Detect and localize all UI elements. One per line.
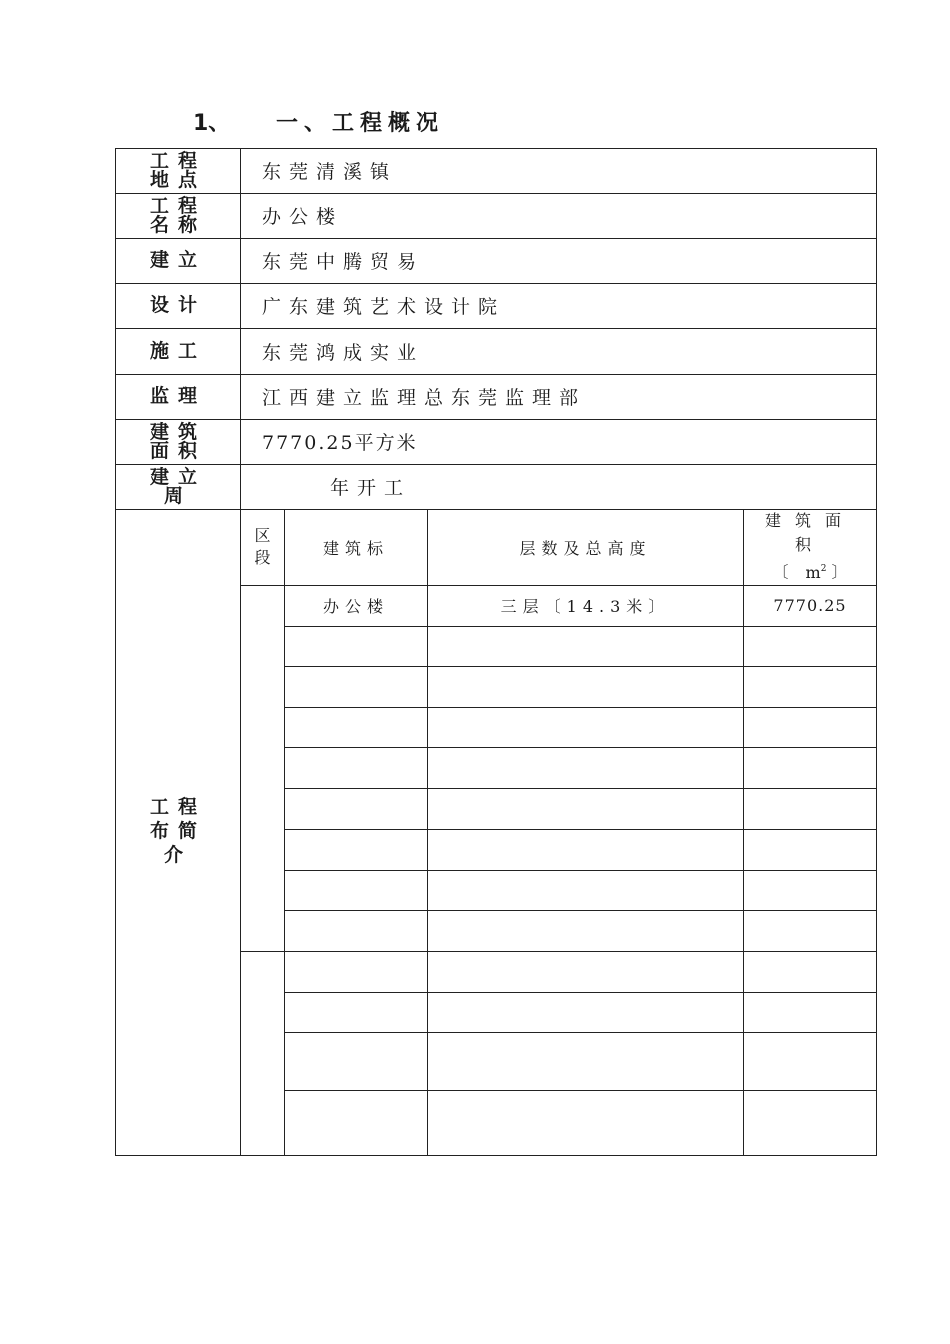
schedule-label [116, 464, 240, 509]
area-header-line1: 建筑面 [764, 511, 855, 531]
table-row-floors: 三层〔14.3米〕 [500, 597, 671, 616]
building-header: 建筑标 [322, 538, 389, 558]
subtable-row-divider [284, 910, 877, 911]
design-label: 设计 [149, 294, 206, 316]
subtable-row-divider [284, 1032, 877, 1033]
zone-header-text: 区段 [254, 526, 271, 567]
schedule-label-line2: 周 [163, 484, 192, 507]
area-unit: m [805, 562, 821, 582]
owner-value: 东莞中腾贸易 [262, 251, 425, 273]
location-label [116, 148, 240, 193]
construction-label: 施工 [149, 339, 206, 362]
subtable-row-divider [284, 829, 877, 830]
project-name-label [116, 193, 240, 238]
floor-area-value: 7770.25平方米 [262, 432, 418, 454]
floors-header: 层数及总高度 [519, 538, 652, 558]
project-name-label-line2: 名称 [149, 213, 206, 236]
design-value: 广东建筑艺术设计院 [262, 296, 506, 318]
area-header [744, 509, 876, 585]
schedule-label-line1: 建立 [149, 465, 206, 488]
area-unit-sup: 2 [820, 564, 827, 575]
table-border-right [876, 148, 877, 1156]
project-overview-label [116, 795, 240, 867]
area-header-line2: 积 [794, 535, 825, 555]
project-name-label-line1: 工程 [149, 194, 206, 217]
schedule-value: 年开工 [330, 477, 412, 499]
supervision-label: 监理 [149, 385, 206, 407]
location-label-line2: 地点 [149, 168, 206, 191]
project-overview-label-line2: 布简 [149, 820, 206, 842]
subtable-row-divider [284, 788, 877, 789]
project-name-value: 办公楼 [262, 206, 344, 228]
label-column-divider [240, 148, 241, 1156]
area-unit-open: 〔 [772, 562, 789, 582]
construction-value: 东莞鸿成实业 [262, 341, 425, 364]
section-heading [0, 106, 950, 142]
location-value: 东莞清溪镇 [262, 161, 398, 183]
subtable-row-divider [284, 870, 877, 871]
heading-number: 1、 [193, 111, 231, 136]
subtable-row-divider [284, 707, 877, 708]
project-overview-label-line3: 介 [163, 844, 192, 866]
location-label-line1: 工程 [149, 149, 206, 172]
zone-header [241, 509, 284, 585]
area-header-unit [772, 557, 847, 584]
subtable-row-divider [284, 1090, 877, 1091]
floor-area-label-line2: 面积 [149, 439, 206, 462]
table-row-area: 7770.25 [773, 596, 847, 615]
heading-title: 一、工程概况 [276, 111, 445, 136]
floor-area-label [116, 419, 240, 464]
table-row-building: 办公楼 [322, 597, 389, 616]
area-unit-close: 〕 [831, 562, 848, 582]
subtable-row-divider [284, 992, 877, 993]
supervision-value: 江西建立监理总东莞监理部 [262, 387, 587, 409]
subtable-row-divider [284, 747, 877, 748]
subtable-row-divider [284, 666, 877, 667]
subtable-row-divider [284, 626, 877, 627]
subtable-zone-divider [240, 951, 877, 952]
floor-area-label-line1: 建筑 [149, 420, 206, 443]
table-border-bottom [115, 1155, 877, 1156]
project-overview-label-line1: 工程 [149, 796, 206, 818]
owner-label: 建立 [149, 249, 206, 271]
